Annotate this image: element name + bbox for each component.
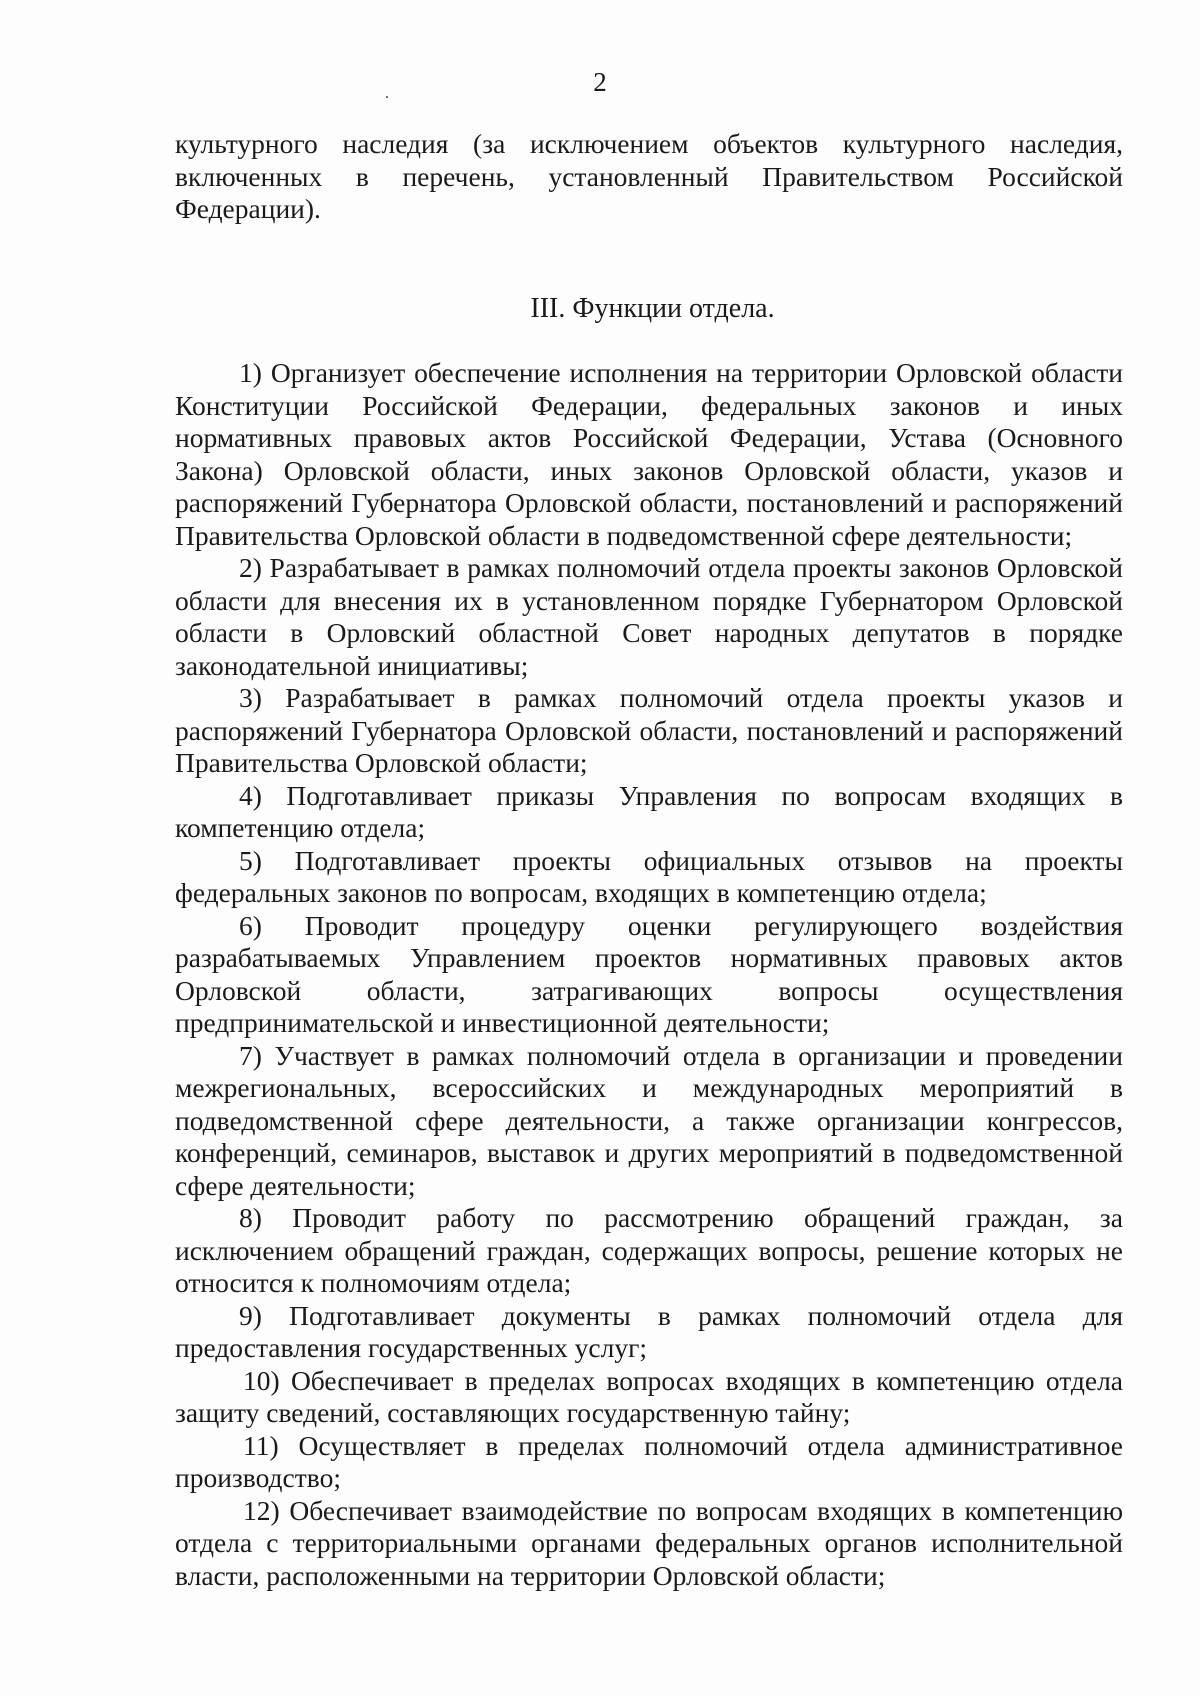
function-item-8: 8) Проводит работу по рассмотрению обращений граждан, за исключением обращений граждан, содержащих вопросы, решение которых не относится к полномочиям отдела; xyxy=(175,1202,1123,1298)
section-heading: III. Функции отдела. xyxy=(530,293,775,324)
function-item-11: 11) Осуществляет в пределах полномочий отдела административное производство; xyxy=(175,1429,1123,1493)
function-item-2: 2) Разрабатывает в рамках полномочий отдела проекты законов Орловской области для внесения их в установленном порядке Губернатором Орловской области в Орловский областной Совет народных депутатов в порядке законодательной инициативы; xyxy=(175,552,1123,681)
function-item-6: 6) Проводит процедуру оценки регулирующего воздействия разрабатываемых Управлением проектов нормативных правовых актов Орловской области, затрагивающих вопросы осуществления предпринимательской и инвестиционной деятельности; xyxy=(175,909,1123,1038)
function-item-10: 10) Обеспечивает в пределах вопросах входящих в компетенцию отдела защиту сведений, составляющих государственную тайну; xyxy=(175,1364,1123,1428)
function-item-5: 5) Подготавливает проекты официальных отзывов на проекты федеральных законов по вопросам, входящих в компетенцию отдела; xyxy=(175,844,1123,908)
intro-paragraph xyxy=(175,128,1123,226)
scan-speck xyxy=(386,96,388,98)
intro-text: культурного наследия (за исключением объектов культурного наследия, включенных в перечень, установленный Правительством Российской Федерации). xyxy=(175,128,1123,224)
function-item-12: 12) Обеспечивает взаимодействие по вопросам входящих в компетенцию отдела с территориальными органами федеральных органов исполнительной власти, расположенными на территории Орловской области; xyxy=(175,1494,1123,1591)
function-item-4: 4) Подготавливает приказы Управления по вопросам входящих в компетенцию отдела; xyxy=(175,779,1123,843)
function-item-1: 1) Организует обеспечение исполнения на территории Орловской области Конституции Российской Федерации, федеральных законов и иных нормативных правовых актов Российской Федерации, Устава (Основного Закона) Орловской области, иных законов Орловской области, указов и распоряжений Губернатора Орловской области, постановлений и распоряжений Правительства Орловской области в подведомственной сфере деятельности; xyxy=(175,357,1123,551)
function-item-3: 3) Разрабатывает в рамках полномочий отдела проекты указов и распоряжений Губернатора Орловской области, постановлений и распоряжений Правительства Орловской области; xyxy=(175,682,1123,778)
function-item-7: 7) Участвует в рамках полномочий отдела в организации и проведении межрегиональных, всероссийских и международных мероприятий в подведомственной сфере деятельности, а также организации конгрессов, конференций, семинаров, выставок и других мероприятий в подведомственной сфере деятельности; xyxy=(175,1039,1123,1201)
page-number: 2 xyxy=(593,67,607,97)
functions-list xyxy=(175,357,1123,1592)
function-item-9: 9) Подготавливает документы в рамках полномочий отдела для предоставления государственных услуг; xyxy=(175,1299,1123,1363)
